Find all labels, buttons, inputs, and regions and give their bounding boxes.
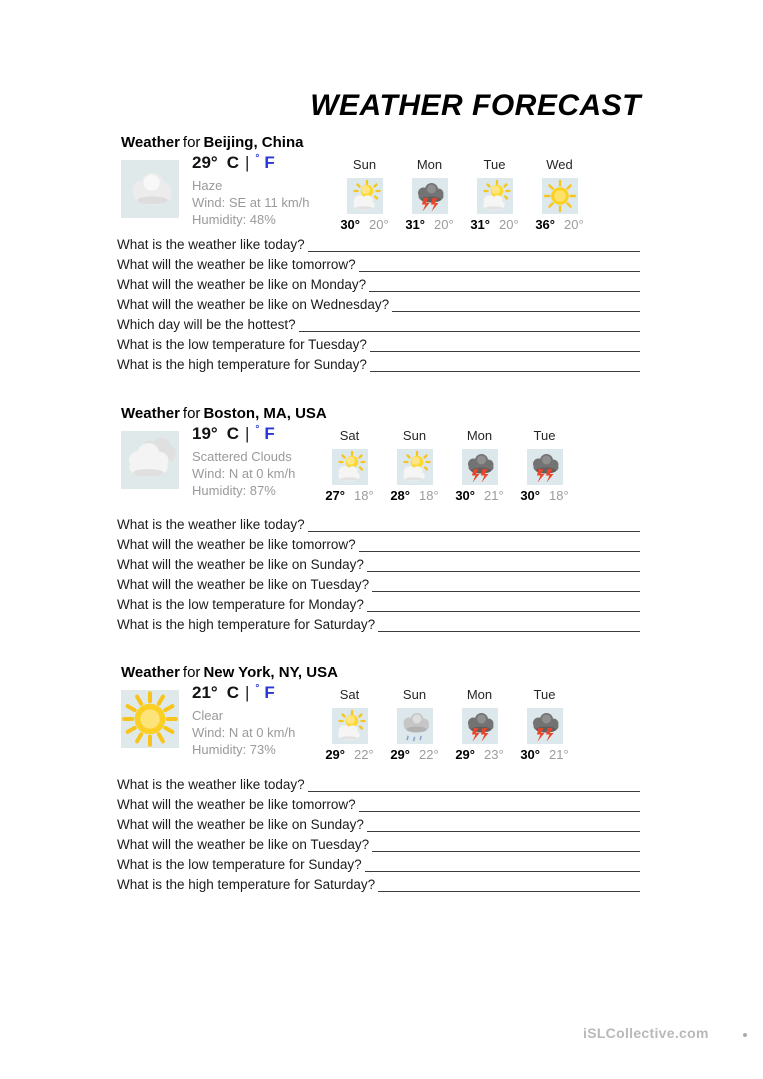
high-temp: 30° (520, 747, 540, 762)
forecast-day-column (462, 157, 527, 232)
forecast-day-label: Tue (533, 428, 556, 443)
heading-lead: Weather (121, 405, 180, 422)
section-heading (121, 134, 303, 151)
condition-text: Scattered Clouds (192, 449, 292, 464)
question-text: What is the weather like today? (117, 237, 305, 252)
heading-location: Boston, MA, USA (203, 405, 327, 422)
question-text: What will the weather be like on Wednesday? (117, 297, 390, 312)
rain-icon (397, 708, 433, 744)
answer-blank (365, 871, 640, 872)
temp-fahrenheit-degree: ° (255, 424, 260, 435)
thunderstorm-icon (527, 708, 563, 744)
wind-text: Wind: SE at 11 km/h (192, 195, 310, 210)
forecast-day-column (382, 687, 447, 762)
question-line (117, 575, 640, 595)
question-text: What is the low temperature for Monday? (117, 597, 364, 612)
question-text: What is the high temperature for Sunday? (117, 357, 367, 372)
low-temp: 21° (549, 747, 569, 762)
partly-cloudy-icon (332, 449, 368, 485)
high-temp: 29° (325, 747, 345, 762)
forecast-temps (390, 747, 438, 762)
forecast-temps (455, 488, 503, 503)
temp-fahrenheit-unit: F (264, 153, 275, 172)
low-temp: 23° (484, 747, 504, 762)
high-temp: 29° (455, 747, 475, 762)
question-text: What is the weather like today? (117, 517, 305, 532)
forecast-day-column (447, 687, 512, 762)
forecast-day-column (447, 428, 512, 503)
high-temp: 28° (390, 488, 410, 503)
question-text: What is the weather like today? (117, 777, 305, 792)
question-line (117, 815, 640, 835)
forecast-day-label: Sun (402, 687, 427, 702)
high-temp: 31° (405, 217, 425, 232)
answer-blank (378, 631, 640, 632)
question-text: What will the weather be like on Tuesday? (117, 837, 370, 852)
question-line (117, 295, 640, 315)
forecast-day-label: Tue (483, 157, 506, 172)
answer-blank (372, 591, 640, 592)
humidity-text: Humidity: 87% (192, 483, 276, 498)
partly-cloudy-icon (347, 178, 383, 214)
question-line (117, 335, 640, 355)
question-line (117, 315, 640, 335)
high-temp: 36° (535, 217, 555, 232)
answer-blank (372, 851, 640, 852)
forecast-day-label: Sat (339, 428, 360, 443)
forecast-temps (390, 488, 438, 503)
answer-blank (367, 611, 640, 612)
wind-text: Wind: N at 0 km/h (192, 466, 296, 481)
forecast-temps (340, 217, 388, 232)
forecast-temps (455, 747, 503, 762)
questions-list (117, 235, 640, 375)
forecast-day-column (317, 687, 382, 762)
forecast-temps (535, 217, 583, 232)
high-temp: 29° (390, 747, 410, 762)
question-text: What is the low temperature for Tuesday? (117, 337, 367, 352)
forecast-day-column (332, 157, 397, 232)
watermark-dot (743, 1033, 747, 1037)
forecast-day-label: Sun (352, 157, 377, 172)
answer-blank (378, 891, 640, 892)
question-line (117, 835, 640, 855)
forecast-day-label: Mon (416, 157, 443, 172)
low-temp: 20° (369, 217, 389, 232)
current-temperature (192, 424, 275, 444)
question-text: What will the weather be like on Tuesday? (117, 577, 370, 592)
low-temp: 18° (549, 488, 569, 503)
questions-list (117, 515, 640, 635)
question-line (117, 555, 640, 575)
question-text: What is the low temperature for Sunday? (117, 857, 362, 872)
forecast-temps (520, 747, 568, 762)
high-temp: 31° (470, 217, 490, 232)
high-temp: 30° (340, 217, 360, 232)
partly-cloudy-icon (332, 708, 368, 744)
forecast-day-column (512, 687, 577, 762)
condition-text: Clear (192, 708, 224, 723)
heading-mid: for (182, 134, 201, 151)
low-temp: 21° (484, 488, 504, 503)
question-line (117, 795, 640, 815)
separator-pipe: | (245, 153, 250, 172)
answer-blank (308, 791, 640, 792)
temp-celsius-value: 19° (192, 424, 218, 443)
heading-mid: for (182, 664, 201, 681)
forecast-day-column (382, 428, 447, 503)
answer-blank (359, 811, 640, 812)
thunderstorm-icon (462, 708, 498, 744)
forecast-day-column (397, 157, 462, 232)
temp-celsius-value: 29° (192, 153, 218, 172)
question-line (117, 855, 640, 875)
heading-location: Beijing, China (203, 134, 304, 151)
forecast-day-label: Tue (533, 687, 556, 702)
answer-blank (359, 271, 640, 272)
question-text: What is the high temperature for Saturday? (117, 877, 376, 892)
clouds-large-icon (121, 431, 179, 489)
cloudy-large-icon (121, 160, 179, 218)
separator-pipe: | (245, 424, 250, 443)
question-text: What will the weather be like tomorrow? (117, 257, 356, 272)
question-text: What will the weather be like on Sunday? (117, 817, 364, 832)
question-line (117, 595, 640, 615)
question-line (117, 355, 640, 375)
watermark: iSLCollective.com (583, 1025, 709, 1041)
low-temp: 22° (419, 747, 439, 762)
answer-blank (367, 831, 640, 832)
forecast-temps (405, 217, 453, 232)
forecast-row (317, 687, 577, 762)
temp-fahrenheit-degree: ° (255, 683, 260, 694)
answer-blank (369, 291, 640, 292)
sun-large-icon (121, 690, 179, 748)
forecast-day-label: Wed (546, 157, 573, 172)
forecast-temps (325, 488, 373, 503)
answer-blank (359, 551, 640, 552)
temp-celsius-unit: C (226, 424, 239, 443)
heading-location: New York, NY, USA (203, 664, 338, 681)
forecast-row (332, 157, 592, 232)
forecast-temps (470, 217, 518, 232)
answer-blank (370, 371, 640, 372)
humidity-text: Humidity: 48% (192, 212, 276, 227)
page-title: WEATHER FORECAST (310, 89, 641, 122)
partly-cloudy-icon (477, 178, 513, 214)
low-temp: 18° (354, 488, 374, 503)
heading-mid: for (182, 405, 201, 422)
low-temp: 22° (354, 747, 374, 762)
answer-blank (392, 311, 640, 312)
forecast-temps (520, 488, 568, 503)
question-text: What will the weather be like tomorrow? (117, 797, 356, 812)
answer-blank (308, 531, 640, 532)
question-text: What is the high temperature for Saturday? (117, 617, 376, 632)
forecast-day-column (317, 428, 382, 503)
question-line (117, 275, 640, 295)
low-temp: 20° (499, 217, 519, 232)
question-text: What will the weather be like tomorrow? (117, 537, 356, 552)
forecast-day-column (512, 428, 577, 503)
forecast-temps (325, 747, 373, 762)
temp-fahrenheit-unit: F (264, 424, 275, 443)
thunderstorm-icon (462, 449, 498, 485)
answer-blank (299, 331, 640, 332)
forecast-day-label: Sat (339, 687, 360, 702)
forecast-day-column (527, 157, 592, 232)
low-temp: 18° (419, 488, 439, 503)
temp-celsius-value: 21° (192, 683, 218, 702)
wind-text: Wind: N at 0 km/h (192, 725, 296, 740)
temp-celsius-unit: C (226, 683, 239, 702)
humidity-text: Humidity: 73% (192, 742, 276, 757)
question-line (117, 775, 640, 795)
answer-blank (308, 251, 640, 252)
question-line (117, 535, 640, 555)
question-line (117, 255, 640, 275)
question-text: Which day will be the hottest? (117, 317, 296, 332)
temp-fahrenheit-degree: ° (255, 153, 260, 164)
temp-fahrenheit-unit: F (264, 683, 275, 702)
forecast-day-label: Mon (466, 687, 493, 702)
questions-list (117, 775, 640, 895)
heading-lead: Weather (121, 664, 180, 681)
answer-blank (367, 571, 640, 572)
high-temp: 30° (455, 488, 475, 503)
condition-text: Haze (192, 178, 223, 193)
current-temperature (192, 153, 275, 173)
section-heading (121, 405, 327, 422)
forecast-row (317, 428, 577, 503)
thunderstorm-icon (527, 449, 563, 485)
partly-cloudy-icon (397, 449, 433, 485)
section-heading (121, 664, 338, 681)
forecast-day-label: Sun (402, 428, 427, 443)
high-temp: 27° (325, 488, 345, 503)
low-temp: 20° (434, 217, 454, 232)
question-line (117, 875, 640, 895)
separator-pipe: | (245, 683, 250, 702)
temp-celsius-unit: C (226, 153, 239, 172)
low-temp: 20° (564, 217, 584, 232)
high-temp: 30° (520, 488, 540, 503)
thunderstorm-icon (412, 178, 448, 214)
question-line (117, 615, 640, 635)
question-text: What will the weather be like on Monday? (117, 277, 367, 292)
answer-blank (370, 351, 640, 352)
current-temperature (192, 683, 275, 703)
question-line (117, 515, 640, 535)
heading-lead: Weather (121, 134, 180, 151)
forecast-day-label: Mon (466, 428, 493, 443)
sunny-icon (542, 178, 578, 214)
question-line (117, 235, 640, 255)
question-text: What will the weather be like on Sunday? (117, 557, 364, 572)
